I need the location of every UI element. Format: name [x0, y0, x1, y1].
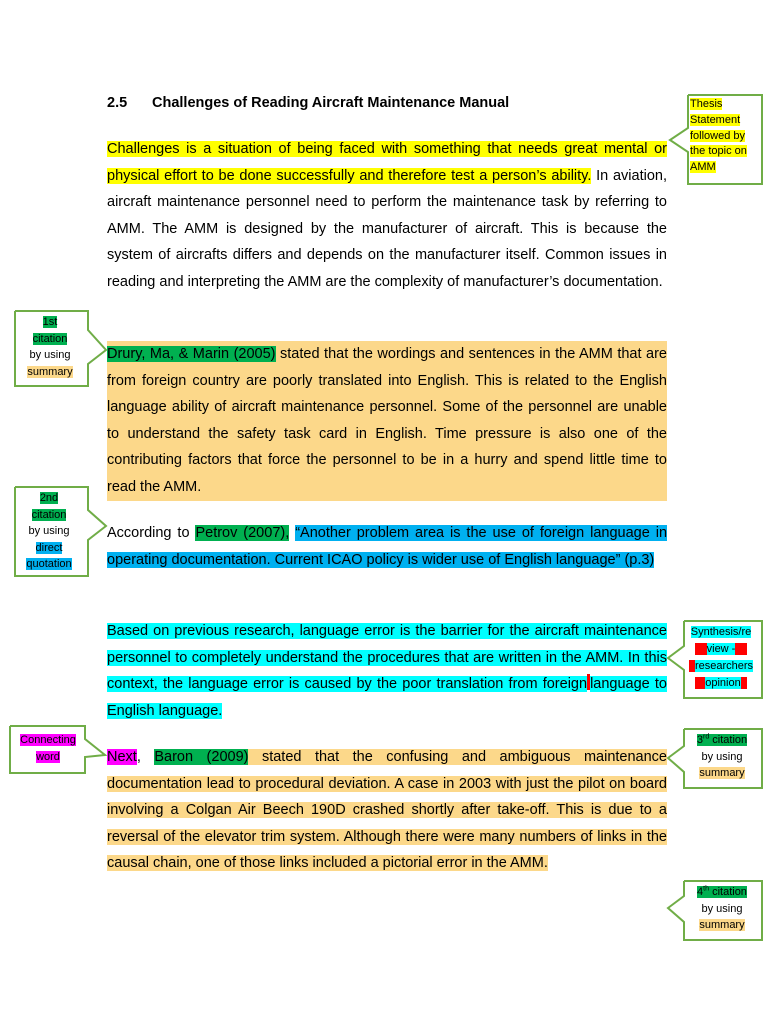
cite3-line: summary	[699, 767, 745, 779]
section-title: Challenges of Reading Aircraft Maintenance Manual	[152, 95, 510, 111]
thesis-note-line: the topic on	[690, 145, 747, 158]
cite3-line	[697, 734, 747, 746]
cite2-line: direct	[35, 541, 63, 554]
comma: ,	[136, 749, 155, 765]
paragraph-drury-summary	[107, 341, 667, 501]
connecting-line: word	[36, 750, 60, 763]
section-heading	[107, 95, 509, 111]
thesis-note	[690, 97, 754, 176]
cite1-note	[17, 314, 83, 380]
cite4-num: 4	[697, 886, 704, 898]
thesis-note-line: AMM	[690, 161, 716, 174]
paragraph-baron-summary	[107, 744, 667, 877]
cite2-note	[17, 490, 81, 573]
cite4-line: summary	[699, 919, 745, 931]
paragraph-2-text: stated that the wordings and sentences in the AMM that are from foreign country are poorly translated into English. This is related to the English language ability of aircraft maintenance personnel. Some of the personnel are unable to understand the safety task card in English. Time pressure is also one of the contributing factors that force the personnel to be in a hurry and spend little time to read the AMM.	[107, 346, 667, 495]
cite2-line: by using	[28, 525, 70, 537]
cite1-line: citation	[32, 332, 68, 345]
paragraph-petrov-quote	[107, 520, 667, 573]
synthesis-line: researchers	[689, 660, 753, 672]
synthesis-text-b: language to English language.	[107, 676, 667, 719]
citation-petrov: Petrov (2007),	[195, 525, 290, 541]
cite4-note	[686, 884, 758, 934]
cite1-line: by using	[29, 349, 71, 361]
synthesis-line: Synthesis/re	[690, 626, 752, 638]
section-number: 2.5	[107, 95, 128, 111]
thesis-note-line: Statement	[690, 113, 741, 126]
cite3-num: 3	[696, 734, 703, 746]
synthesis-note	[686, 624, 756, 692]
paragraph-1-text: In aviation, aircraft maintenance personnel need to perform the maintenance task by referring to AMM. The AMM is designed by the manufacturer of aircraft. This is because the system of aircrafts differs and depends on the manufacturer itself. Common issues in reading and interpreting the AMM are the complexity of manufacturer’s documentation.	[107, 167, 667, 290]
thesis-statement: Challenges is a situation of being faced with something that needs great mental or physical effort to be done successfully and therefore test a person’s ability.	[107, 141, 667, 184]
connecting-line: Connecting	[20, 734, 76, 746]
synthesis-line: opinion	[695, 677, 746, 689]
citation-baron: Baron (2009)	[154, 749, 249, 765]
thesis-note-line: Thesis	[690, 98, 723, 110]
cite2-line: citation	[31, 508, 67, 521]
cite4-label: citation	[709, 886, 747, 898]
cite4-line: by using	[701, 902, 743, 915]
paragraph-challenges	[107, 136, 667, 296]
cite1-line: 1st	[42, 316, 58, 328]
cite4-sup: th	[703, 885, 710, 893]
cite4-line	[697, 886, 747, 898]
citation-drury: Drury, Ma, & Marin (2005)	[107, 346, 276, 362]
cite3-note	[686, 732, 758, 782]
according-to-text: According to	[107, 525, 196, 541]
cite1-line: summary	[27, 365, 73, 378]
synthesis-line: view -	[695, 643, 748, 655]
synthesis-text-a: Based on previous research, language error is the barrier for the aircraft maintenance personnel to completely understand the procedures that are written in the AMM. In this context, the language error is caused by the poor translation from foreign	[107, 623, 667, 693]
thesis-note-line: followed by	[690, 129, 746, 142]
paragraph-5-text: stated that the confusing and ambiguous maintenance documentation lead to procedural deviation. A case in 2003 with just the pilot on board involving a Colgan Air Beech 190D crashed shortly after take-off. This is due to a reversal of the elevator trim system. Although there were many numbers of links in the causal chain, one of those links included a pictorial error in the AMM.	[107, 749, 667, 872]
direct-quotation: “Another problem area is the use of foreign language in operating documentation. Current ICAO policy is wider use of English language” (p.3)	[107, 525, 668, 568]
paragraph-synthesis	[107, 618, 667, 724]
cite3-line: by using	[701, 750, 743, 763]
cite3-label: citation	[709, 734, 748, 746]
connecting-word: Next	[107, 749, 137, 765]
cite3-sup: rd	[702, 733, 710, 741]
cite2-line: quotation	[26, 558, 72, 570]
cite2-line: 2nd	[39, 492, 59, 504]
connecting-note	[12, 732, 84, 765]
